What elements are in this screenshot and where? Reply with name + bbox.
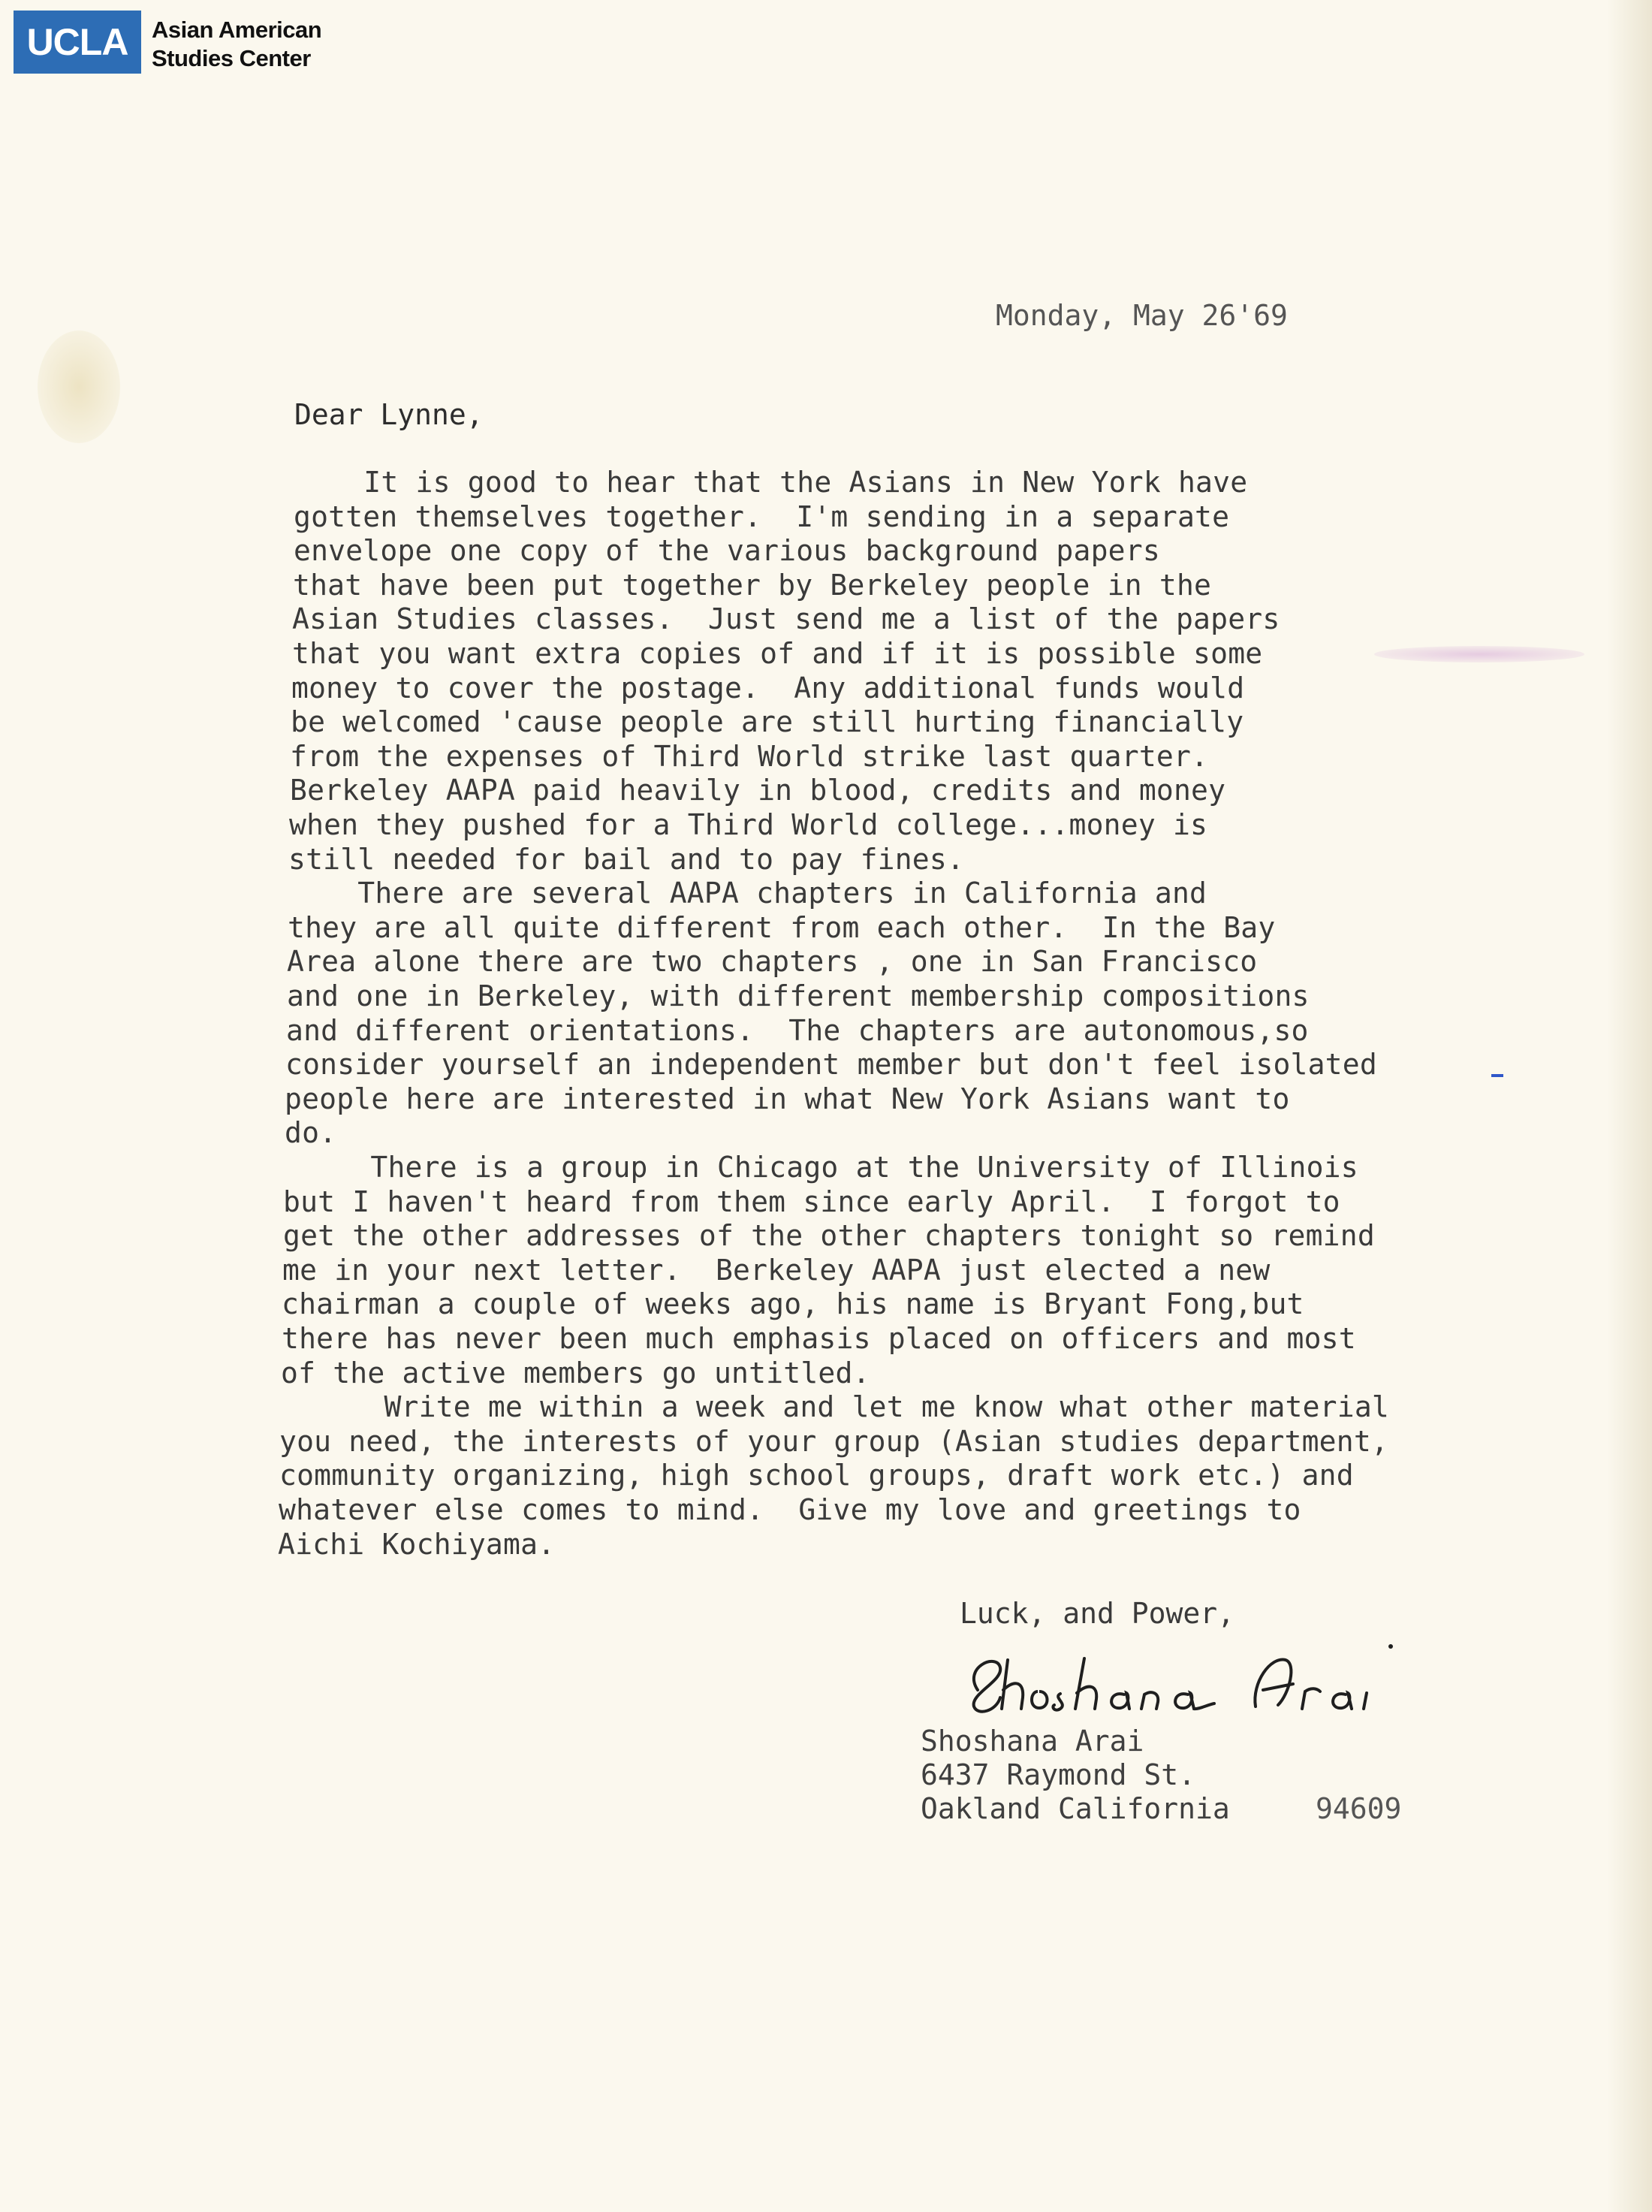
- letter-body-line: there has never been much emphasis placed on officers and most: [282, 1322, 1356, 1355]
- letter-body-line: get the other addresses of the other chapters tonight so remind: [283, 1219, 1375, 1252]
- letter-body-line: envelope one copy of the various background papers: [294, 534, 1160, 567]
- letter-body-line: but I haven't heard from them since early April. I forgot to: [283, 1185, 1340, 1218]
- letter-body-line: still needed for bail and to pay fines.: [288, 843, 965, 876]
- ink-smudge: [1374, 646, 1584, 662]
- sender-street: 6437 Raymond St.: [921, 1758, 1196, 1791]
- closing: Luck, and Power,: [960, 1597, 1235, 1630]
- letter-body-line: when they pushed for a Third World college...money is: [289, 808, 1208, 841]
- letter-body-line: There are several AAPA chapters in California and: [288, 877, 1207, 910]
- sender-zip: 94609: [1316, 1792, 1402, 1825]
- pen-dash-mark: [1491, 1074, 1503, 1077]
- letter-body-line: Write me within a week and let me know what other material: [280, 1390, 1389, 1423]
- letter-body-line: be welcomed 'cause people are still hurting financially: [291, 705, 1244, 738]
- letter-body-line: Area alone there are two chapters , one in San Francisco: [287, 945, 1258, 978]
- letter-body-line: you need, the interests of your group (Asian studies department,: [279, 1425, 1388, 1458]
- letter-body-line: whatever else comes to mind. Give my love and greetings to: [279, 1493, 1301, 1526]
- letter-body-line: Berkeley AAPA paid heavily in blood, credits and money: [290, 774, 1226, 807]
- letter-body-line: that have been put together by Berkeley people in the: [293, 569, 1212, 602]
- sender-city: Oakland California: [921, 1792, 1230, 1825]
- paper-edge-shadow: [1607, 0, 1652, 2212]
- letter-body-line: It is good to hear that the Asians in New York have: [294, 466, 1248, 499]
- logo-mark: UCLA: [14, 11, 141, 74]
- letter-body-line: and different orientations. The chapters are autonomous,so: [286, 1014, 1309, 1047]
- letter-body-line: chairman a couple of weeks ago, his name is Bryant Fong,but: [282, 1287, 1304, 1320]
- letter-body-line: Asian Studies classes. Just send me a list of the papers: [292, 602, 1280, 635]
- handwritten-signature: [955, 1637, 1436, 1720]
- letter-body-line: do.: [285, 1116, 337, 1149]
- letter-date: Monday, May 26'69: [996, 299, 1288, 332]
- letter-body-line: money to cover the postage. Any additional funds would: [291, 671, 1245, 705]
- logo-line-2: Studies Center: [152, 45, 311, 71]
- letter-body-line: that you want extra copies of and if it is possible some: [292, 637, 1263, 670]
- letter-body-line: from the expenses of Third World strike last quarter.: [290, 740, 1209, 773]
- letter-body-line: people here are interested in what New York Asians want to: [285, 1082, 1290, 1115]
- letter-body-line: consider yourself an independent member but don't feel isolated: [285, 1048, 1377, 1081]
- salutation: Dear Lynne,: [294, 398, 484, 431]
- letter-body-line: There is a group in Chicago at the University of Illinois: [284, 1151, 1358, 1184]
- paper-stain: [38, 330, 120, 443]
- letter-body-line: gotten themselves together. I'm sending in a separate: [294, 500, 1230, 533]
- letter-body-line: me in your next letter. Berkeley AAPA just elected a new: [282, 1254, 1271, 1287]
- letter-body-line: Aichi Kochiyama.: [278, 1528, 556, 1561]
- sender-name: Shoshana Arai: [921, 1725, 1144, 1758]
- letter-body-line: community organizing, high school groups, draft work etc.) and: [279, 1459, 1354, 1492]
- letter-body-line: of the active members go untitled.: [281, 1356, 870, 1390]
- logo-text: [152, 11, 321, 78]
- letter-body-line: and one in Berkeley, with different membership compositions: [287, 979, 1310, 1012]
- letter-body-line: they are all quite different from each other. In the Bay: [288, 911, 1276, 944]
- ucla-aasc-logo: [14, 11, 321, 78]
- logo-line-1: Asian American: [152, 17, 322, 43]
